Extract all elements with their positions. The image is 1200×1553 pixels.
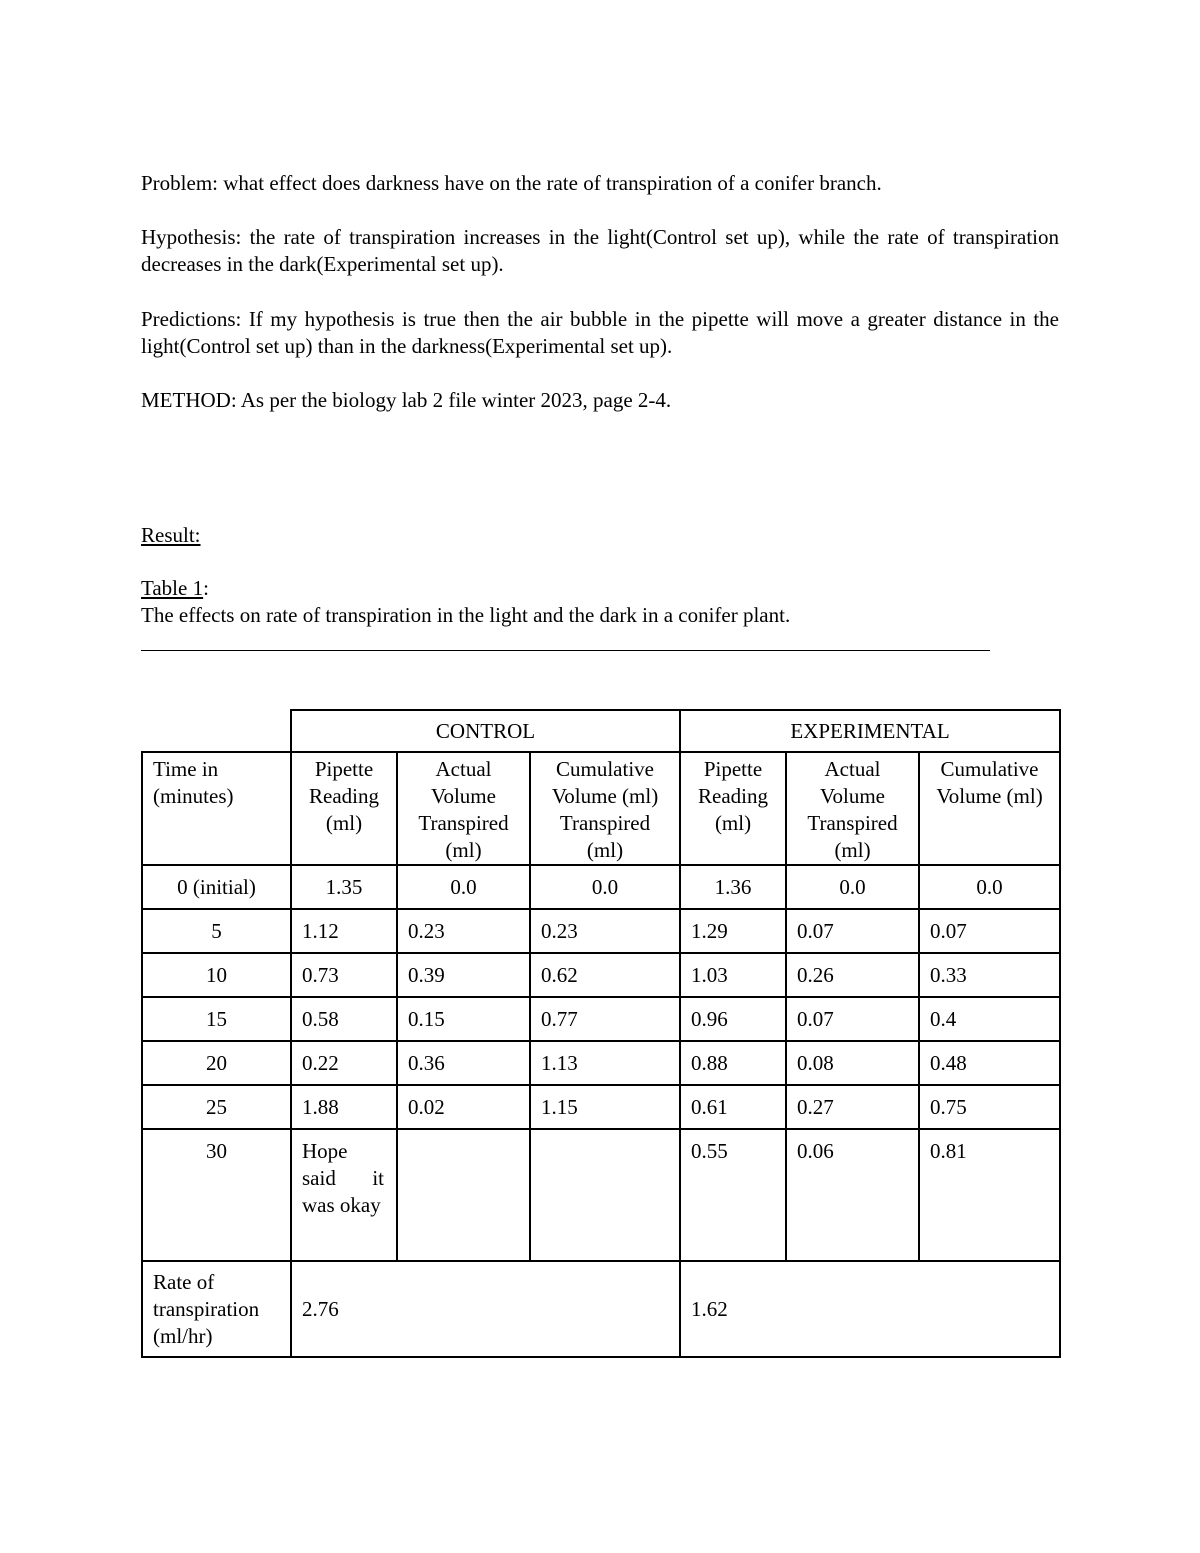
cell-control-pipette: 1.35 bbox=[291, 865, 397, 909]
cell-control-pipette: 1.88 bbox=[291, 1085, 397, 1129]
cell-exp-pipette: 0.96 bbox=[680, 997, 786, 1041]
table-label-line bbox=[141, 575, 1059, 602]
rate-experimental: 1.62 bbox=[680, 1261, 1060, 1357]
header-control-actual: Actual Volume Transpired (ml) bbox=[397, 752, 530, 865]
cell-control-cumulative: 0.62 bbox=[530, 953, 680, 997]
cell-exp-pipette: 1.36 bbox=[680, 865, 786, 909]
cell-exp-actual: 0.27 bbox=[786, 1085, 919, 1129]
cell-exp-pipette: 1.03 bbox=[680, 953, 786, 997]
caption-divider bbox=[141, 650, 990, 651]
header-exp-actual: Actual Volume Transpired (ml) bbox=[786, 752, 919, 865]
cell-control-actual: 0.23 bbox=[397, 909, 530, 953]
cell-control-pipette: 1.12 bbox=[291, 909, 397, 953]
transpiration-table bbox=[141, 709, 1061, 1358]
cell-exp-pipette: 0.61 bbox=[680, 1085, 786, 1129]
table-row bbox=[142, 1129, 1060, 1261]
cell-exp-cumulative: 0.33 bbox=[919, 953, 1060, 997]
cell-control-actual: 0.36 bbox=[397, 1041, 530, 1085]
cell-exp-pipette: 0.88 bbox=[680, 1041, 786, 1085]
table-row bbox=[142, 909, 1060, 953]
table-row bbox=[142, 953, 1060, 997]
cell-exp-actual: 0.06 bbox=[786, 1129, 919, 1261]
cell-exp-actual: 0.07 bbox=[786, 909, 919, 953]
cell-control-cumulative: 0.0 bbox=[530, 865, 680, 909]
result-heading: Result: bbox=[141, 523, 201, 547]
cell-time: 30 bbox=[142, 1129, 291, 1261]
cell-exp-cumulative: 0.07 bbox=[919, 909, 1060, 953]
method-statement: METHOD: As per the biology lab 2 file winter 2023, page 2-4. bbox=[141, 388, 672, 412]
cell-exp-actual: 0.08 bbox=[786, 1041, 919, 1085]
hypothesis-statement: Hypothesis: the rate of transpiration increases in the light(Control set up), while the rate of transpiration decreases in the dark(Experimental set up). bbox=[141, 225, 1059, 276]
rate-row bbox=[142, 1261, 1060, 1357]
cell-control-cumulative: 0.23 bbox=[530, 909, 680, 953]
cell-time: 5 bbox=[142, 909, 291, 953]
cell-exp-cumulative: 0.81 bbox=[919, 1129, 1060, 1261]
table-label: Table 1 bbox=[141, 576, 204, 600]
cell-control-cumulative bbox=[530, 1129, 680, 1261]
cell-exp-actual: 0.26 bbox=[786, 953, 919, 997]
column-header-row bbox=[142, 752, 1060, 865]
cell-control-actual: 0.39 bbox=[397, 953, 530, 997]
header-control-cumulative: Cumulative Volume (ml) Transpired (ml) bbox=[530, 752, 680, 865]
cell-control-pipette: 0.73 bbox=[291, 953, 397, 997]
cell-time: 20 bbox=[142, 1041, 291, 1085]
problem-statement: Problem: what effect does darkness have on the rate of transpiration of a conifer branch. bbox=[141, 171, 882, 195]
header-time: Time in (minutes) bbox=[142, 752, 291, 865]
handwritten-note: Hope said it was okay bbox=[302, 1139, 384, 1217]
table-row bbox=[142, 997, 1060, 1041]
table-row bbox=[142, 865, 1060, 909]
cell-exp-pipette: 0.55 bbox=[680, 1129, 786, 1261]
header-control-pipette: Pipette Reading (ml) bbox=[291, 752, 397, 865]
cell-control-cumulative: 0.77 bbox=[530, 997, 680, 1041]
cell-time: 15 bbox=[142, 997, 291, 1041]
group-control: CONTROL bbox=[291, 710, 680, 752]
group-header-row bbox=[142, 710, 1060, 752]
rate-control: 2.76 bbox=[291, 1261, 680, 1357]
predictions-statement: Predictions: If my hypothesis is true then the air bubble in the pipette will move a greater distance in the light(Control set up) than in the darkness(Experimental set up). bbox=[141, 307, 1059, 358]
cell-control-cumulative: 1.13 bbox=[530, 1041, 680, 1085]
group-experimental: EXPERIMENTAL bbox=[680, 710, 1060, 752]
table-label-suffix: : bbox=[203, 576, 209, 600]
cell-time: 0 (initial) bbox=[142, 865, 291, 909]
table-row bbox=[142, 1085, 1060, 1129]
cell-exp-cumulative: 0.4 bbox=[919, 997, 1060, 1041]
header-exp-pipette: Pipette Reading (ml) bbox=[680, 752, 786, 865]
cell-control-pipette: 0.22 bbox=[291, 1041, 397, 1085]
cell-control-pipette: 0.58 bbox=[291, 997, 397, 1041]
cell-control-actual: 0.02 bbox=[397, 1085, 530, 1129]
cell-time: 25 bbox=[142, 1085, 291, 1129]
cell-control-actual bbox=[397, 1129, 530, 1261]
empty-corner-cell bbox=[142, 710, 291, 752]
table-caption: The effects on rate of transpiration in the light and the dark in a conifer plant. bbox=[141, 603, 791, 627]
rate-label: Rate of transpiration (ml/hr) bbox=[142, 1261, 291, 1357]
cell-control-actual: 0.0 bbox=[397, 865, 530, 909]
cell-control-actual: 0.15 bbox=[397, 997, 530, 1041]
cell-time: 10 bbox=[142, 953, 291, 997]
cell-exp-cumulative: 0.75 bbox=[919, 1085, 1060, 1129]
cell-exp-cumulative: 0.0 bbox=[919, 865, 1060, 909]
header-exp-cumulative: Cumulative Volume (ml) bbox=[919, 752, 1060, 865]
cell-exp-cumulative: 0.48 bbox=[919, 1041, 1060, 1085]
cell-control-pipette bbox=[291, 1129, 397, 1261]
table-row bbox=[142, 1041, 1060, 1085]
cell-exp-actual: 0.0 bbox=[786, 865, 919, 909]
cell-exp-actual: 0.07 bbox=[786, 997, 919, 1041]
cell-exp-pipette: 1.29 bbox=[680, 909, 786, 953]
cell-control-cumulative: 1.15 bbox=[530, 1085, 680, 1129]
